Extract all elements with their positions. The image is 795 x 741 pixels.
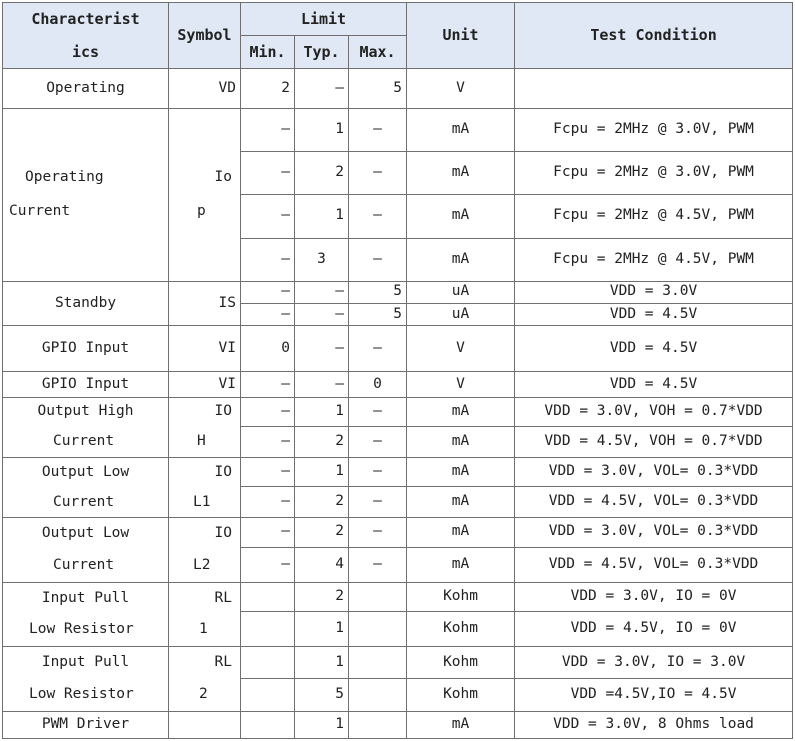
cell-unit: mA xyxy=(407,487,515,518)
cell-characteristic: PWM Driver xyxy=(3,711,169,738)
cell-max: 5 xyxy=(349,281,407,303)
cell-unit: V xyxy=(407,69,515,108)
cell-min: – xyxy=(241,397,295,426)
cell-min: – xyxy=(241,518,295,547)
table-row xyxy=(3,108,793,151)
cell-max: – xyxy=(349,547,407,582)
cell-condition: VDD =4.5V,IO = 4.5V xyxy=(515,679,793,711)
cell-min: – xyxy=(241,238,295,281)
header-unit: Unit xyxy=(407,3,515,69)
cell-max: – xyxy=(349,518,407,547)
cell-condition: VDD = 4.5V, IO = 0V xyxy=(515,611,793,646)
cell-symbol: VI xyxy=(169,372,241,397)
cell-symbol: VD xyxy=(169,69,241,108)
cell-min: – xyxy=(241,303,295,325)
table-row xyxy=(3,711,793,738)
cell-typ: 1 xyxy=(295,108,349,151)
cell-condition: VDD = 3.0V, VOH = 0.7*VDD xyxy=(515,397,793,426)
cell-typ: 1 xyxy=(295,397,349,426)
header-min: Min. xyxy=(241,36,295,69)
cell-min: 2 xyxy=(241,69,295,108)
cell-typ: 1 xyxy=(295,457,349,486)
table-row xyxy=(3,281,793,303)
cell-typ: 5 xyxy=(295,679,349,711)
cell-typ: – xyxy=(295,281,349,303)
cell-characteristic: Operating xyxy=(3,69,169,108)
spec-table xyxy=(2,2,793,739)
cell-max xyxy=(349,611,407,646)
cell-min: – xyxy=(241,547,295,582)
cell-max xyxy=(349,647,407,679)
cell-condition: Fcpu = 2MHz @ 4.5V, PWM xyxy=(515,195,793,238)
cell-condition: VDD = 4.5V xyxy=(515,303,793,325)
cell-max xyxy=(349,582,407,611)
cell-condition: VDD = 4.5V, VOL= 0.3*VDD xyxy=(515,487,793,518)
cell-min: – xyxy=(241,426,295,457)
cell-characteristic: GPIO Input xyxy=(3,372,169,397)
table-row xyxy=(3,582,793,611)
header-max: Max. xyxy=(349,36,407,69)
cell-min: – xyxy=(241,457,295,486)
cell-max xyxy=(349,711,407,738)
table-row xyxy=(3,457,793,486)
cell-unit: V xyxy=(407,372,515,397)
cell-characteristic: GPIO Input xyxy=(3,326,169,372)
table-row xyxy=(3,518,793,547)
cell-typ: 1 xyxy=(295,611,349,646)
cell-unit: mA xyxy=(407,151,515,194)
cell-unit: Kohm xyxy=(407,611,515,646)
cell-condition: Fcpu = 2MHz @ 4.5V, PWM xyxy=(515,238,793,281)
cell-condition: VDD = 3.0V xyxy=(515,281,793,303)
cell-max: 5 xyxy=(349,69,407,108)
cell-characteristic: Output Low Current xyxy=(3,457,169,517)
cell-condition: VDD = 3.0V, VOL= 0.3*VDD xyxy=(515,518,793,547)
cell-min: – xyxy=(241,151,295,194)
cell-unit: mA xyxy=(407,397,515,426)
cell-typ: – xyxy=(295,303,349,325)
cell-unit: mA xyxy=(407,108,515,151)
cell-condition: VDD = 3.0V, IO = 0V xyxy=(515,582,793,611)
cell-typ: – xyxy=(295,69,349,108)
cell-unit: mA xyxy=(407,518,515,547)
cell-max: – xyxy=(349,457,407,486)
cell-typ: 2 xyxy=(295,487,349,518)
table-row xyxy=(3,326,793,372)
table-row xyxy=(3,647,793,679)
header-typ: Typ. xyxy=(295,36,349,69)
cell-unit: mA xyxy=(407,238,515,281)
cell-min: – xyxy=(241,487,295,518)
cell-characteristic: Input Pull Low Resistor xyxy=(3,647,169,711)
cell-min: – xyxy=(241,108,295,151)
cell-symbol: IO L1 xyxy=(169,457,241,517)
cell-unit: Kohm xyxy=(407,679,515,711)
cell-symbol: Io p xyxy=(169,108,241,281)
cell-typ: 2 xyxy=(295,582,349,611)
cell-min: – xyxy=(241,281,295,303)
header-limit: Limit xyxy=(241,3,407,36)
cell-unit: Kohm xyxy=(407,582,515,611)
cell-condition: VDD = 3.0V, IO = 3.0V xyxy=(515,647,793,679)
cell-min: 0 xyxy=(241,326,295,372)
cell-min xyxy=(241,647,295,679)
cell-max: – xyxy=(349,238,407,281)
cell-characteristic: Output Low Current xyxy=(3,518,169,582)
cell-unit: mA xyxy=(407,195,515,238)
cell-symbol: RL 1 xyxy=(169,582,241,646)
cell-unit: mA xyxy=(407,547,515,582)
cell-symbol xyxy=(169,711,241,738)
cell-max: – xyxy=(349,397,407,426)
cell-max: – xyxy=(349,195,407,238)
cell-condition: VDD = 4.5V, VOH = 0.7*VDD xyxy=(515,426,793,457)
cell-condition xyxy=(515,69,793,108)
header-characteristics: Characterist ics xyxy=(3,3,169,69)
cell-min: – xyxy=(241,195,295,238)
cell-unit: mA xyxy=(407,457,515,486)
cell-min: – xyxy=(241,372,295,397)
cell-typ: 1 xyxy=(295,647,349,679)
cell-max: 0 xyxy=(349,372,407,397)
cell-symbol: IO L2 xyxy=(169,518,241,582)
cell-unit: uA xyxy=(407,303,515,325)
cell-min xyxy=(241,611,295,646)
cell-typ: 1 xyxy=(295,195,349,238)
cell-max: – xyxy=(349,326,407,372)
cell-characteristic: Standby xyxy=(3,281,169,325)
cell-condition: Fcpu = 2MHz @ 3.0V, PWM xyxy=(515,108,793,151)
header-test-condition: Test Condition xyxy=(515,3,793,69)
cell-unit: mA xyxy=(407,711,515,738)
cell-condition: VDD = 3.0V, VOL= 0.3*VDD xyxy=(515,457,793,486)
cell-characteristic: Input Pull Low Resistor xyxy=(3,582,169,646)
cell-max: – xyxy=(349,151,407,194)
cell-condition: VDD = 4.5V xyxy=(515,326,793,372)
cell-symbol: IS xyxy=(169,281,241,325)
cell-condition: Fcpu = 2MHz @ 3.0V, PWM xyxy=(515,151,793,194)
cell-max: – xyxy=(349,426,407,457)
cell-symbol: RL 2 xyxy=(169,647,241,711)
cell-typ: – xyxy=(295,372,349,397)
cell-typ: 2 xyxy=(295,151,349,194)
table-row xyxy=(3,397,793,426)
cell-typ: 2 xyxy=(295,518,349,547)
cell-condition: VDD = 3.0V, 8 Ohms load xyxy=(515,711,793,738)
cell-unit: uA xyxy=(407,281,515,303)
cell-min xyxy=(241,679,295,711)
cell-condition: VDD = 4.5V, VOL= 0.3*VDD xyxy=(515,547,793,582)
cell-min xyxy=(241,582,295,611)
cell-min xyxy=(241,711,295,738)
cell-unit: Kohm xyxy=(407,647,515,679)
cell-typ: – xyxy=(295,326,349,372)
cell-max: 5 xyxy=(349,303,407,325)
cell-max: – xyxy=(349,108,407,151)
table-row xyxy=(3,69,793,108)
table-row xyxy=(3,372,793,397)
cell-condition: VDD = 4.5V xyxy=(515,372,793,397)
cell-characteristic: Operating Current xyxy=(3,108,169,281)
cell-typ: 4 xyxy=(295,547,349,582)
cell-unit: mA xyxy=(407,426,515,457)
cell-unit: V xyxy=(407,326,515,372)
cell-characteristic: Output High Current xyxy=(3,397,169,457)
cell-max: – xyxy=(349,487,407,518)
cell-typ: 1 xyxy=(295,711,349,738)
header-symbol: Symbol xyxy=(169,3,241,69)
cell-max xyxy=(349,679,407,711)
cell-symbol: IO H xyxy=(169,397,241,457)
cell-typ: 3 xyxy=(295,238,349,281)
cell-typ: 2 xyxy=(295,426,349,457)
cell-symbol: VI xyxy=(169,326,241,372)
